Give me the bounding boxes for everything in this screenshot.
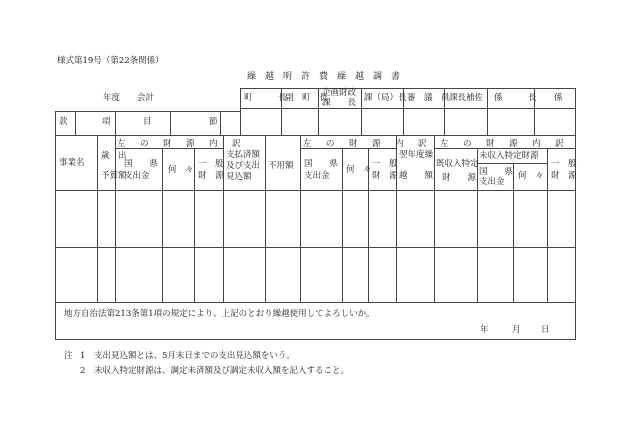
approval-assistant-chief: 課長補佐: [449, 93, 484, 103]
ippan2-header-1: 一 般: [372, 159, 398, 169]
finance3-title: 左 の 財 源 内 訳: [440, 139, 567, 149]
date-year: 年: [480, 325, 489, 335]
yokunendo-header-1: 翌年度繰: [399, 150, 434, 160]
saishutsu-header-2: 予算額: [101, 171, 127, 181]
setsu-label: 節: [209, 117, 218, 127]
shiharai-header-1: 支払済額: [226, 150, 261, 160]
approval-statement: 地方自治法第213条第1項の規定により、上記のとおり繰越使用してよろしいか。: [64, 309, 375, 319]
note-2-text: 未収入特定財源は、調定未済額及び調定未収入額を記入すること。: [94, 366, 350, 376]
approval-mayor: 町 長: [244, 93, 287, 103]
shiharai-header-3: 見込額: [226, 172, 252, 182]
approval-clerk: 係: [554, 93, 563, 103]
note-1-text: 支出見込額とは、5月末日までの支出見込額をいう。: [94, 351, 295, 361]
page-title: 繰 越 明 許 費 繰 越 調 書: [247, 72, 401, 82]
kuni-ken-header-2: 支出金: [124, 171, 150, 181]
nani3-header: 何 々: [518, 171, 544, 181]
approval-deputy-mayor: 副 町 長: [285, 93, 328, 103]
year-label: 年度: [103, 93, 121, 103]
shiharai-header-2: 及び支出: [226, 161, 261, 171]
mishunyu-header: 未収入特定財源: [479, 151, 539, 161]
kuni-ken2-header-1: 国 県: [304, 159, 339, 169]
yokunendo-header-2: 越 額: [399, 171, 434, 181]
form-id: 様式第19号（第22条関係）: [57, 56, 164, 66]
finance2-title: 左 の 財 源 内 訳: [303, 139, 430, 149]
moku-label: 目: [143, 117, 152, 127]
ippan3-header-2: 財 源: [551, 171, 577, 181]
kuni-ken2-header-2: 支出金: [304, 171, 330, 181]
kuni-ken-header-1: 国 県: [124, 159, 159, 169]
finance1-title: 左 の 財 源 内 訳: [117, 139, 244, 149]
saishutsu-header-1: 歳 出: [101, 151, 127, 161]
nani2-header: 何 々: [346, 165, 372, 175]
note-1-number: 1: [80, 351, 86, 361]
nani-header: 何 々: [168, 165, 194, 175]
approval-sub-chief: 係 長: [494, 93, 537, 103]
ippan-header-1: 一 般: [198, 159, 224, 169]
notes-label: 注: [64, 351, 73, 361]
kan-label: 款: [59, 117, 68, 127]
approval-planning-1: 企画財政: [322, 88, 357, 98]
approval-planning-2: 課 長: [322, 98, 357, 108]
kuni-ken3-header-2: 支出金: [479, 177, 505, 187]
kou-label: 項: [102, 117, 111, 127]
ippan2-header-2: 財 源: [372, 171, 398, 181]
fuyo-header: 不用額: [268, 161, 294, 171]
approval-councilor: 審 議 員: [407, 93, 450, 103]
note-2-number: 2: [80, 366, 86, 376]
approval-section-chief: 課（局）長: [364, 93, 407, 103]
kuni-ken3-header-1: 国 県: [479, 167, 514, 177]
kishunyu-header-2: 財 源: [442, 173, 477, 183]
date-month: 月: [512, 325, 521, 335]
table-row: [56, 191, 575, 246]
jigyo-header: 事業名: [59, 158, 85, 168]
kishunyu-header-1: 既収入特定: [436, 159, 479, 169]
ippan-header-2: 財 源: [198, 171, 224, 181]
date-day: 日: [541, 325, 550, 335]
table-row: [56, 248, 575, 301]
account-label: 会計: [137, 93, 155, 103]
ippan3-header-1: 一 般: [551, 159, 577, 169]
